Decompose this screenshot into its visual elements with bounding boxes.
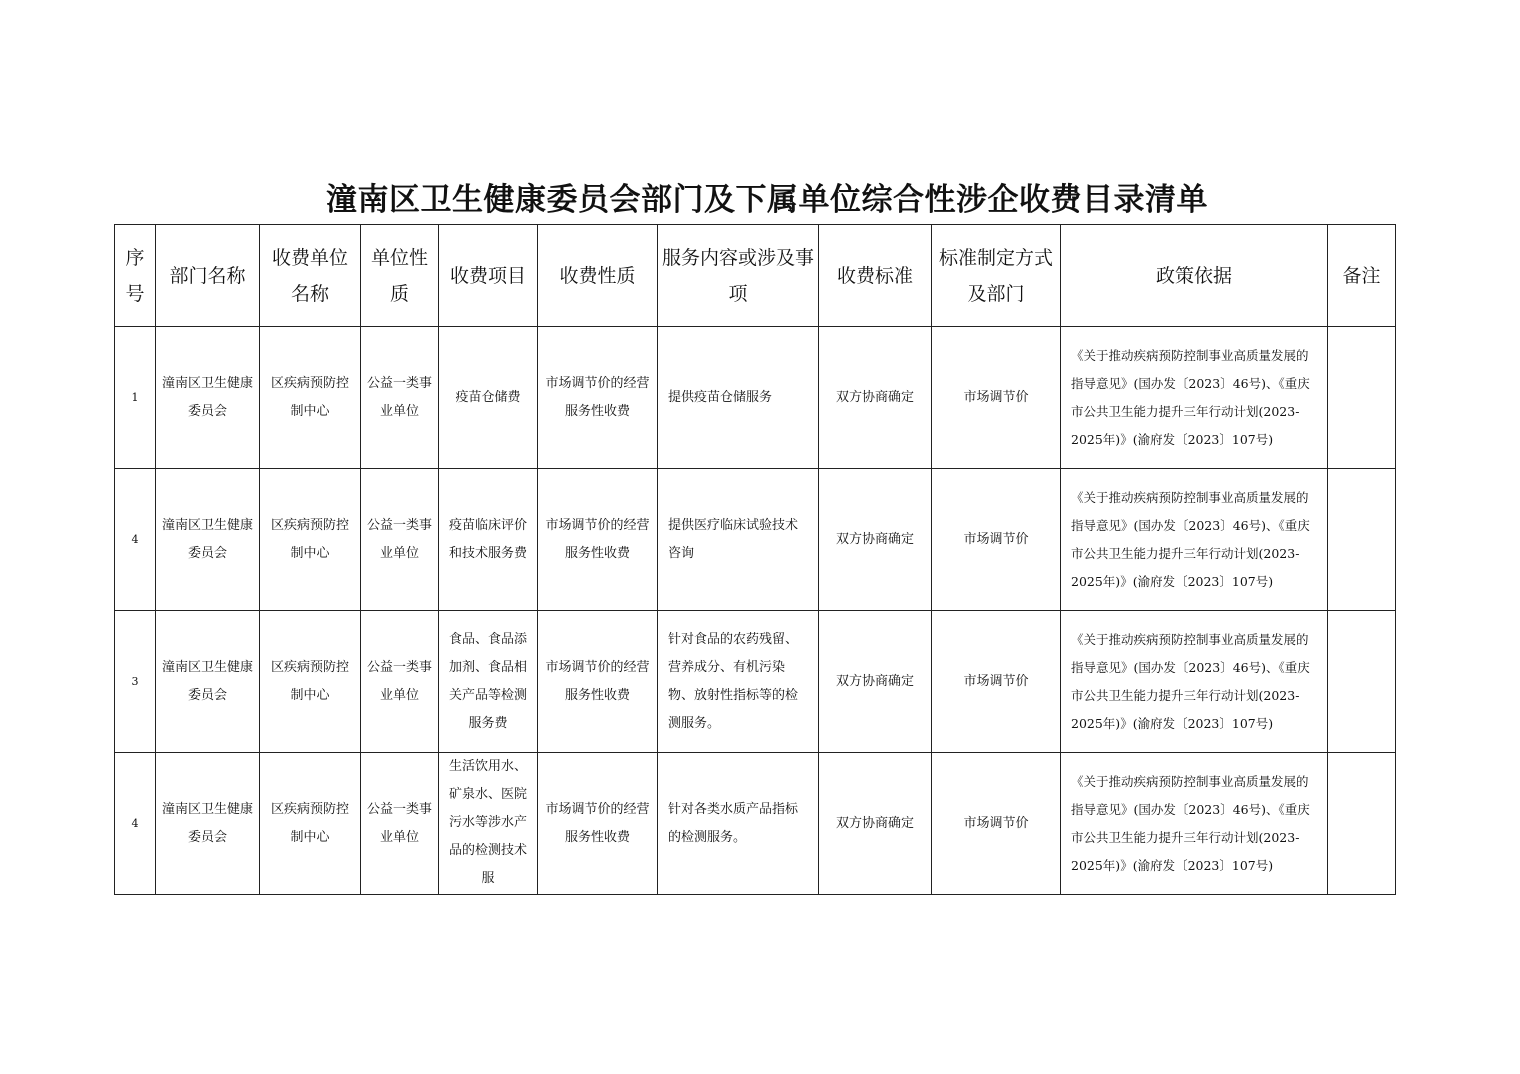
table-row [115, 753, 1396, 895]
cell-item: 食品、食品添加剂、食品相关产品等检测服务费 [439, 611, 538, 753]
header-dept: 部门名称 [156, 225, 260, 327]
cell-remark [1328, 327, 1396, 469]
cell-unit-nature: 公益一类事业单位 [361, 753, 439, 895]
cell-fee-nature: 市场调节价的经营服务性收费 [538, 611, 658, 753]
cell-method: 市场调节价 [932, 327, 1061, 469]
cell-unit-nature: 公益一类事业单位 [361, 611, 439, 753]
cell-standard: 双方协商确定 [819, 611, 932, 753]
cell-standard: 双方协商确定 [819, 753, 932, 895]
cell-remark [1328, 611, 1396, 753]
header-service: 服务内容或涉及事项 [658, 225, 819, 327]
cell-remark [1328, 469, 1396, 611]
cell-policy: 《关于推动疾病预防控制事业高质量发展的指导意见》(国办发〔2023〕46号)、《重庆市公共卫生能力提升三年行动计划(2023-2025年)》(渝府发〔2023〕107号) [1061, 753, 1328, 895]
table-row [115, 611, 1396, 753]
cell-fee-nature: 市场调节价的经营服务性收费 [538, 469, 658, 611]
table-header-row [115, 225, 1396, 327]
cell-unit-nature: 公益一类事业单位 [361, 469, 439, 611]
cell-method: 市场调节价 [932, 469, 1061, 611]
header-seq: 序号 [115, 225, 156, 327]
cell-item: 疫苗临床评价和技术服务费 [439, 469, 538, 611]
cell-standard: 双方协商确定 [819, 327, 932, 469]
cell-unit: 区疾病预防控制中心 [260, 611, 361, 753]
header-remark: 备注 [1328, 225, 1396, 327]
cell-service: 提供疫苗仓储服务 [658, 327, 819, 469]
cell-unit: 区疾病预防控制中心 [260, 327, 361, 469]
cell-seq: 1 [115, 327, 156, 469]
header-unit: 收费单位名称 [260, 225, 361, 327]
cell-service: 针对食品的农药残留、营养成分、有机污染物、放射性指标等的检测服务。 [658, 611, 819, 753]
cell-service: 针对各类水质产品指标的检测服务。 [658, 753, 819, 895]
cell-policy: 《关于推动疾病预防控制事业高质量发展的指导意见》(国办发〔2023〕46号)、《重庆市公共卫生能力提升三年行动计划(2023-2025年)》(渝府发〔2023〕107号) [1061, 611, 1328, 753]
page-title: 潼南区卫生健康委员会部门及下属单位综合性涉企收费目录清单 [326, 182, 1208, 218]
header-method: 标准制定方式及部门 [932, 225, 1061, 327]
cell-dept: 潼南区卫生健康委员会 [156, 327, 260, 469]
cell-dept: 潼南区卫生健康委员会 [156, 469, 260, 611]
cell-dept: 潼南区卫生健康委员会 [156, 611, 260, 753]
cell-item-text: 生活饮用水、矿泉水、医院污水等涉水产品的检测技术服 [448, 759, 527, 886]
cell-unit: 区疾病预防控制中心 [260, 469, 361, 611]
cell-method: 市场调节价 [932, 753, 1061, 895]
cell-method: 市场调节价 [932, 611, 1061, 753]
cell-dept: 潼南区卫生健康委员会 [156, 753, 260, 895]
table-row [115, 469, 1396, 611]
cell-fee-nature: 市场调节价的经营服务性收费 [538, 327, 658, 469]
cell-item [439, 753, 538, 895]
cell-item: 疫苗仓储费 [439, 327, 538, 469]
cell-standard: 双方协商确定 [819, 469, 932, 611]
cell-unit: 区疾病预防控制中心 [260, 753, 361, 895]
cell-remark [1328, 753, 1396, 895]
cell-service: 提供医疗临床试验技术咨询 [658, 469, 819, 611]
header-unit-nature: 单位性质 [361, 225, 439, 327]
header-policy: 政策依据 [1061, 225, 1328, 327]
header-item: 收费项目 [439, 225, 538, 327]
cell-seq: 3 [115, 611, 156, 753]
header-standard: 收费标准 [819, 225, 932, 327]
cell-policy: 《关于推动疾病预防控制事业高质量发展的指导意见》(国办发〔2023〕46号)、《重庆市公共卫生能力提升三年行动计划(2023-2025年)》(渝府发〔2023〕107号) [1061, 327, 1328, 469]
table-row [115, 327, 1396, 469]
fee-catalog-table [114, 224, 1396, 895]
cell-seq: 4 [115, 753, 156, 895]
cell-unit-nature: 公益一类事业单位 [361, 327, 439, 469]
cell-policy: 《关于推动疾病预防控制事业高质量发展的指导意见》(国办发〔2023〕46号)、《重庆市公共卫生能力提升三年行动计划(2023-2025年)》(渝府发〔2023〕107号) [1061, 469, 1328, 611]
cell-seq: 4 [115, 469, 156, 611]
cell-fee-nature: 市场调节价的经营服务性收费 [538, 753, 658, 895]
header-fee-nature: 收费性质 [538, 225, 658, 327]
